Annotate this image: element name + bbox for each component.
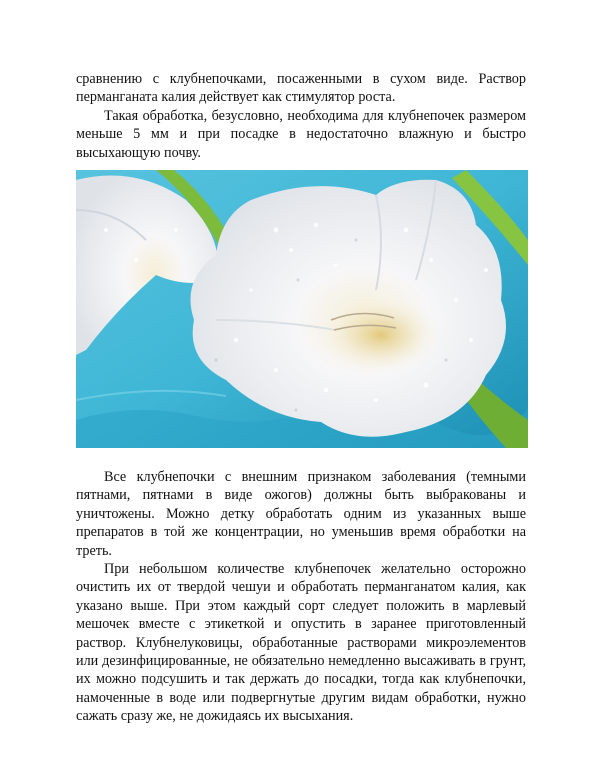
- top-text-block: [76, 70, 526, 162]
- gladiolus-photo: [76, 170, 528, 448]
- paragraph-continuation: сравнению с клубнепочками, посаженными в сухом виде. Раствор перманганата калия действует как стимулятор роста.: [76, 71, 526, 106]
- flower-illustration: [76, 170, 528, 448]
- paragraph-treatment: Такая обработка, безусловно, необходима для клубнепочек размером меньше 5 мм и при посадке в недостаточно влажную и быстро высыхающую почву.: [76, 107, 526, 161]
- paragraph-cleaning-planting: При небольшом количестве клубнепочек желательно осторожно очистить их от твердой чешуи и обработать перманганатом калия, как указано выше. При этом каждый сорт следует положить в марлевый мешочек вместе с этикеткой и опустить в заранее приготовленный раствор. Клубнелуковицы, обработанные растворами микроэлементов или дезинфицированные, не обязательно немедленно высаживать в грунт, их можно подсушить и так держать до посадки, тогда как клубнепочки, намоченные в воде или подвергнутые другим видам обработки, нужно сажать сразу же, не дожидаясь их высыхания.: [76, 561, 526, 725]
- bottom-text-block: [76, 468, 526, 726]
- paragraph-diseased-culling: Все клубнепочки с внешним признаком заболевания (темными пятнами, пятнами в виде ожогов) должны быть выбракованы и уничтожены. Можно детку обработать одним из указанных выше препаратов в той же концентрации, но уменьшив время обработки на треть.: [76, 469, 526, 559]
